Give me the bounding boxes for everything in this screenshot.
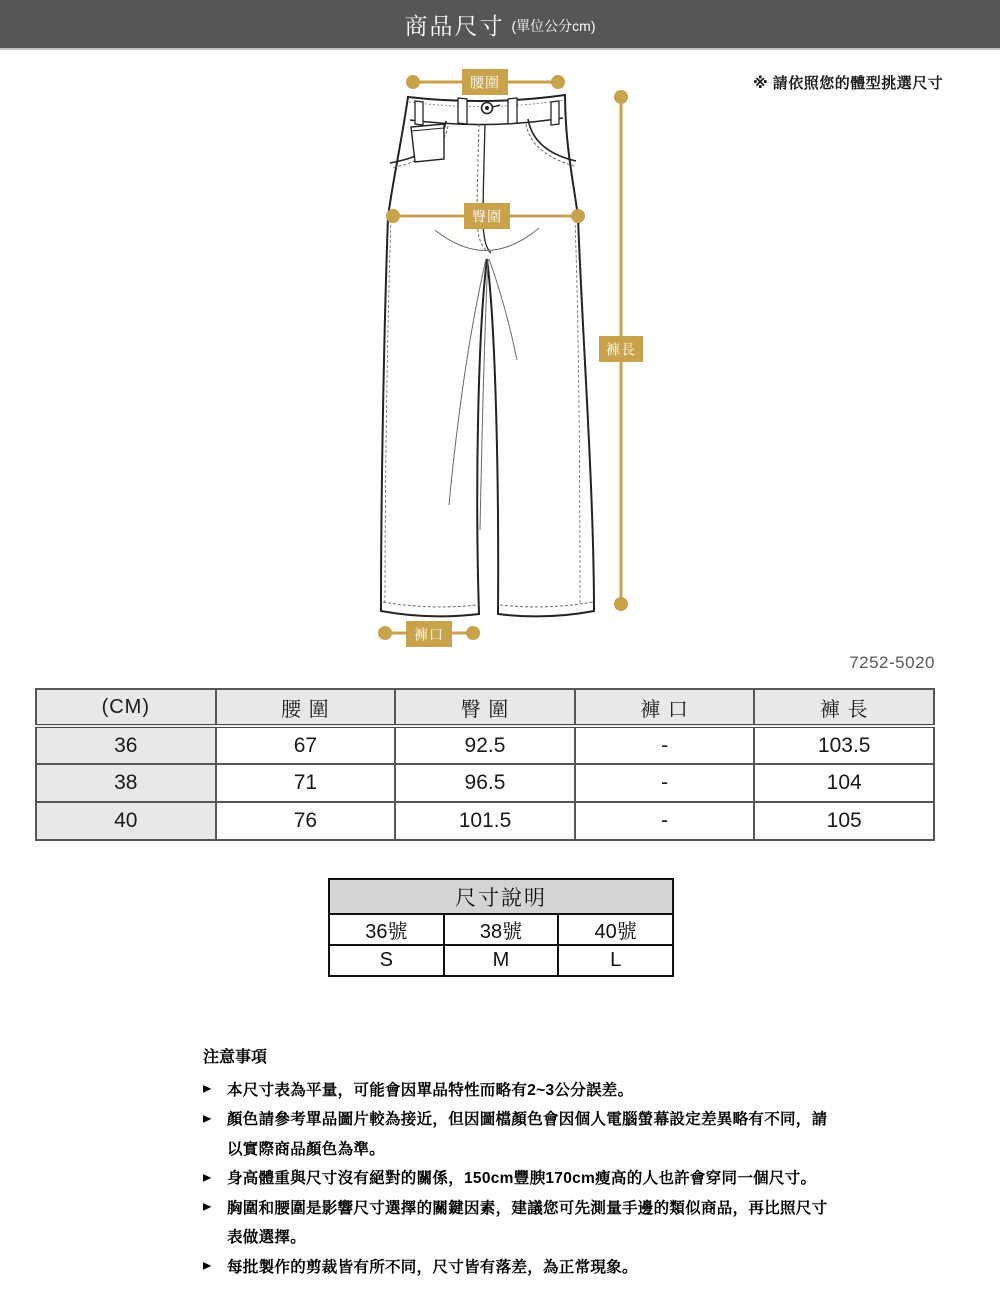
- size-cell: 38: [36, 764, 216, 802]
- length-measure: [599, 90, 643, 611]
- waist-cell: 67: [216, 726, 396, 764]
- length-cell: 103.5: [754, 726, 934, 764]
- fit-tip: ※ 請依照您的體型挑選尺寸: [753, 75, 944, 92]
- column-header-length: 褲 長: [754, 689, 934, 726]
- waist-cell: 71: [216, 764, 396, 802]
- legend-size-40: 40號: [558, 914, 673, 945]
- column-header-waist: 腰 圍: [216, 689, 396, 726]
- note-text: 身高體重與尺寸沒有絕對的關係，150cm豐腴170cm瘦高的人也許會穿同一個尺寸。: [227, 1170, 817, 1188]
- hem-cell: -: [575, 764, 755, 802]
- legend-equivalent-row: [329, 945, 673, 976]
- table-row: [36, 764, 934, 802]
- unit-note: (單位公分cm): [511, 17, 596, 34]
- hem-measure: [378, 621, 480, 647]
- hip-label: 臀圍: [472, 208, 502, 225]
- table-row: [36, 802, 934, 840]
- size-table: [35, 688, 935, 841]
- legend-title: 尺寸說明: [329, 879, 673, 914]
- legend-size-38: 38號: [444, 914, 559, 945]
- note-text: 每批製作的剪裁皆有所不同，尺寸皆有落差，為正常現象。: [227, 1258, 638, 1276]
- legend-equivalent-l: L: [558, 945, 673, 976]
- column-header-cm: (CM): [36, 689, 216, 726]
- length-label: 褲長: [606, 341, 636, 358]
- note-text: 表做選擇。: [227, 1229, 307, 1247]
- legend-size-row: [329, 914, 673, 945]
- hem-label: 褲口: [414, 626, 444, 643]
- hem-cell: -: [575, 726, 755, 764]
- note-item-continuation: [203, 1133, 903, 1163]
- length-cell: 104: [754, 764, 934, 802]
- note-text: 胸圍和腰圍是影響尺寸選擇的關鍵因素，建議您可先測量手邊的類似商品，再比照尺寸: [227, 1199, 828, 1217]
- note-item: [203, 1251, 903, 1281]
- note-item: [203, 1074, 903, 1104]
- note-text: 以實際商品顏色為準。: [227, 1140, 386, 1158]
- arrowhead-right-icon: ▶: [203, 1113, 212, 1125]
- note-text: 本尺寸表為平量，可能會因單品特性而略有2~3公分誤差。: [227, 1081, 634, 1099]
- arrowhead-right-icon: ▶: [203, 1083, 212, 1095]
- waist-label: 腰圍: [470, 74, 500, 91]
- size-cell: 36: [36, 726, 216, 764]
- column-header-hip: 臀 圍: [395, 689, 575, 726]
- note-item-continuation: [203, 1222, 903, 1252]
- legend-title-row: [329, 879, 673, 914]
- pants-outline: [381, 95, 594, 616]
- header-bar: [0, 0, 1000, 50]
- legend-equivalent-m: M: [444, 945, 559, 976]
- column-header-hem: 褲 口: [575, 689, 755, 726]
- note-item: [203, 1163, 903, 1193]
- waist-cell: 76: [216, 802, 396, 840]
- hip-cell: 92.5: [395, 726, 575, 764]
- notes-section: [203, 1044, 903, 1281]
- pants-diagram: [365, 60, 655, 660]
- arrowhead-right-icon: ▶: [203, 1201, 212, 1213]
- arrowhead-right-icon: ▶: [203, 1172, 212, 1184]
- note-item: [203, 1104, 903, 1134]
- size-legend-table: [328, 878, 674, 977]
- legend-equivalent-s: S: [329, 945, 444, 976]
- note-item: [203, 1192, 903, 1222]
- notes-heading: 注意事項: [203, 1049, 268, 1066]
- page-title: 商品尺寸: [404, 12, 505, 39]
- waist-measure: [406, 69, 565, 95]
- size-cell: 40: [36, 802, 216, 840]
- hip-cell: 96.5: [395, 764, 575, 802]
- table-row: [36, 726, 934, 764]
- product-code: 7252-5020: [849, 653, 935, 672]
- legend-size-36: 36號: [329, 914, 444, 945]
- hip-cell: 101.5: [395, 802, 575, 840]
- length-cell: 105: [754, 802, 934, 840]
- hem-cell: -: [575, 802, 755, 840]
- arrowhead-right-icon: ▶: [203, 1260, 212, 1272]
- note-text: 顏色請參考單品圖片較為接近，但因圖檔顏色會因個人電腦螢幕設定差異略有不同，請: [227, 1111, 828, 1129]
- size-table-header-row: [36, 689, 934, 726]
